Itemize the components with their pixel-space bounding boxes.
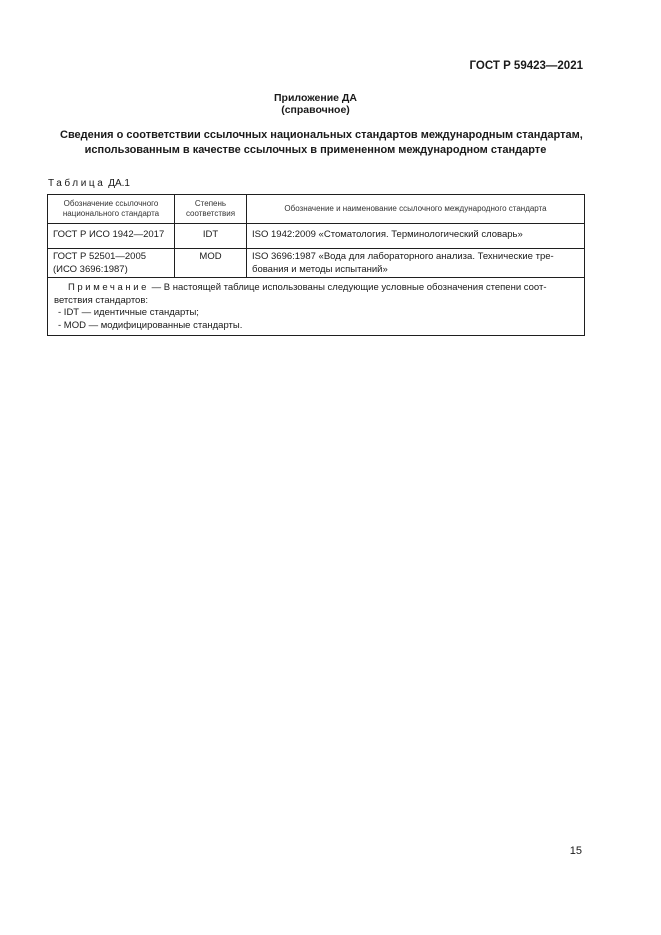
- appendix-subtitle: (справочное): [281, 104, 350, 116]
- table-note: [48, 278, 585, 336]
- section-title-line-1: Сведения о соответствии ссылочных национальных стандартов международным стандартам,: [60, 129, 583, 141]
- cell-national: [48, 249, 175, 278]
- header-national-standard: Обозначение ссылочного национального стандарта: [48, 195, 175, 224]
- table-note-row: [48, 278, 585, 336]
- note-label: Примечание: [68, 282, 149, 293]
- table-row: [48, 224, 585, 249]
- table-row: [48, 249, 585, 278]
- note-text-2: ветствия стандартов:: [54, 294, 149, 306]
- header-international-standard: Обозначение и наименование ссылочного международного стандарта: [247, 195, 585, 224]
- header-degree: Степень соответствия: [175, 195, 247, 224]
- cell-international: [247, 249, 585, 278]
- cell-international: ISO 1942:2009 «Стоматология. Терминологический словарь»: [247, 224, 585, 249]
- table-caption-number: ДА.1: [108, 178, 130, 189]
- cell-degree: IDT: [175, 224, 247, 249]
- note-item-mod: - MOD — модифицированные стандарты.: [58, 319, 243, 331]
- section-title: [60, 128, 583, 158]
- note-item-idt: - IDT — идентичные стандарты;: [58, 307, 199, 318]
- appendix-title: Приложение ДА: [274, 92, 357, 104]
- note-line-1: [54, 282, 578, 295]
- cell-national-line-2: (ИСО 3696:1987): [53, 264, 128, 275]
- cell-international-line-1: ISO 3696:1987 «Вода для лабораторного анализа. Технические тре-: [252, 251, 554, 262]
- cell-international-line-2: бования и методы испытаний»: [252, 264, 388, 275]
- cell-national: ГОСТ Р ИСО 1942—2017: [48, 224, 175, 249]
- section-title-line-2: использованным в качестве ссылочных в примененном международном стандарте: [84, 144, 547, 156]
- cell-degree: MOD: [175, 249, 247, 278]
- table-header-row: [48, 195, 585, 224]
- standards-table: [47, 194, 585, 336]
- table-caption: [48, 178, 130, 189]
- page-number: 15: [569, 845, 582, 857]
- table-caption-word: Таблица: [48, 178, 106, 189]
- cell-national-line-1: ГОСТ Р 52501—2005: [53, 251, 147, 262]
- document-code: ГОСТ Р 59423—2021: [469, 60, 583, 72]
- note-text-1: — В настоящей таблице использованы следующие условные обозначения степени соот-: [149, 282, 547, 293]
